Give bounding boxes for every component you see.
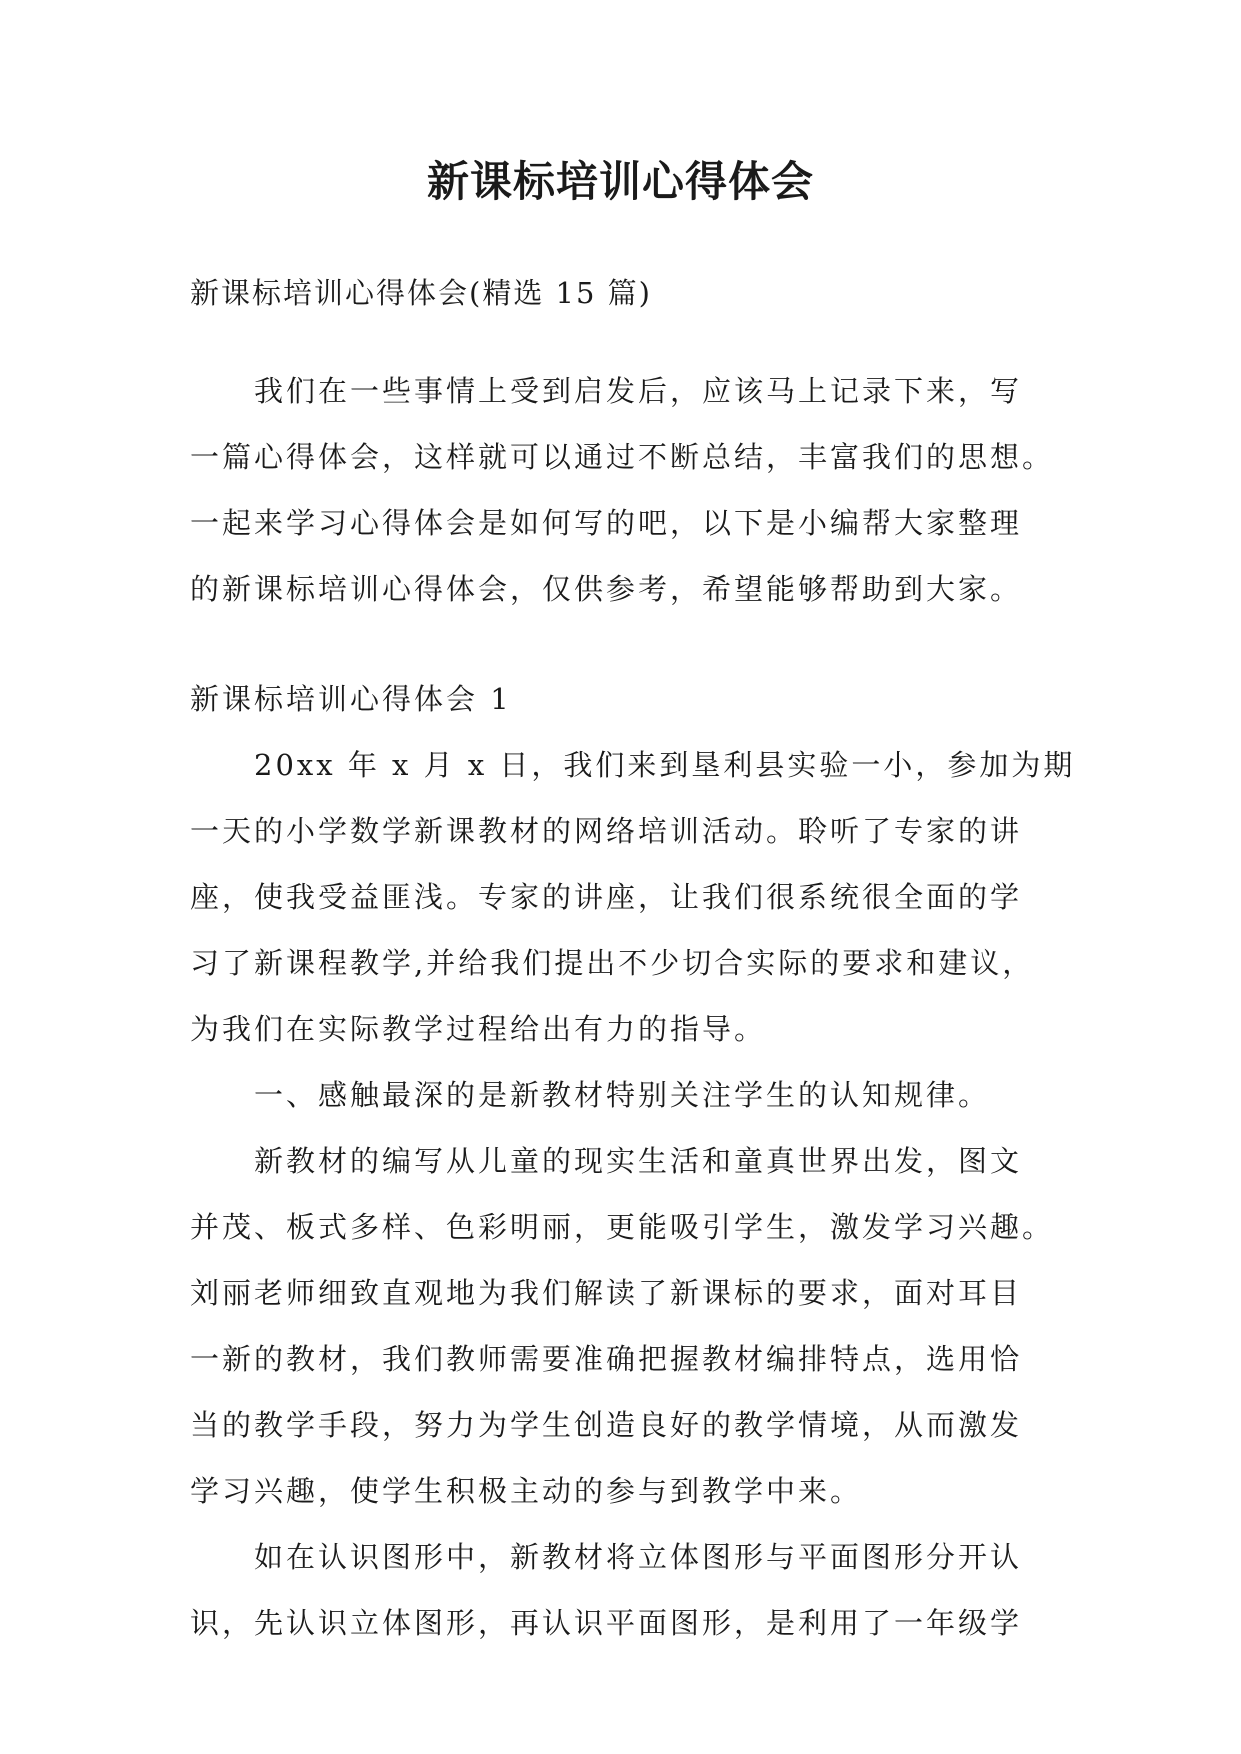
paragraph-line: 一新的教材，我们教师需要准确把握教材编排特点，选用恰	[190, 1342, 1023, 1376]
paragraph-line: 一、感触最深的是新教材特别关注学生的认知规律。	[190, 1078, 991, 1112]
paragraph-line: 学习兴趣，使学生积极主动的参与到教学中来。	[190, 1474, 863, 1508]
paragraph-line: 为我们在实际教学过程给出有力的指导。	[190, 1012, 767, 1046]
document-body	[190, 260, 1076, 1656]
paragraph-line: 识，先认识立体图形，再认识平面图形，是利用了一年级学	[190, 1606, 1023, 1640]
paragraph-line: 座，使我受益匪浅。专家的讲座，让我们很系统很全面的学	[190, 880, 1023, 914]
intro-line: 一篇心得体会，这样就可以通过不断总结，丰富我们的思想。	[190, 440, 1055, 474]
intro-line: 我们在一些事情上受到启发后，应该马上记录下来，写	[190, 374, 1023, 408]
paragraph-line: 如在认识图形中，新教材将立体图形与平面图形分开认	[190, 1540, 1023, 1574]
intro-line: 一起来学习心得体会是如何写的吧，以下是小编帮大家整理	[190, 506, 1023, 540]
document-subtitle: 新课标培训心得体会(精选 15 篇)	[190, 276, 652, 310]
paragraph-line: 一天的小学数学新课教材的网络培训活动。聆听了专家的讲	[190, 814, 1023, 848]
spacer	[190, 326, 1050, 358]
spacer	[190, 622, 1050, 666]
paragraph-line: 当的教学手段，努力为学生创造良好的教学情境，从而激发	[190, 1408, 1023, 1442]
document-title: 新课标培训心得体会	[426, 157, 814, 206]
paragraph-line: 刘丽老师细致直观地为我们解读了新课标的要求，面对耳目	[190, 1276, 1023, 1310]
paragraph-line: 20xx 年 x 月 x 日，我们来到垦利县实验一小，参加为期	[190, 748, 1076, 782]
paragraph-line: 并茂、板式多样、色彩明丽，更能吸引学生，激发学习兴趣。	[190, 1210, 1055, 1244]
paragraph-line: 习了新课程教学,并给我们提出不少切合实际的要求和建议，	[190, 946, 1035, 980]
intro-line: 的新课标培训心得体会，仅供参考，希望能够帮助到大家。	[190, 572, 1023, 606]
paragraph-line: 新教材的编写从儿童的现实生活和童真世界出发，图文	[190, 1144, 1023, 1178]
section-heading: 新课标培训心得体会 1	[190, 682, 512, 716]
